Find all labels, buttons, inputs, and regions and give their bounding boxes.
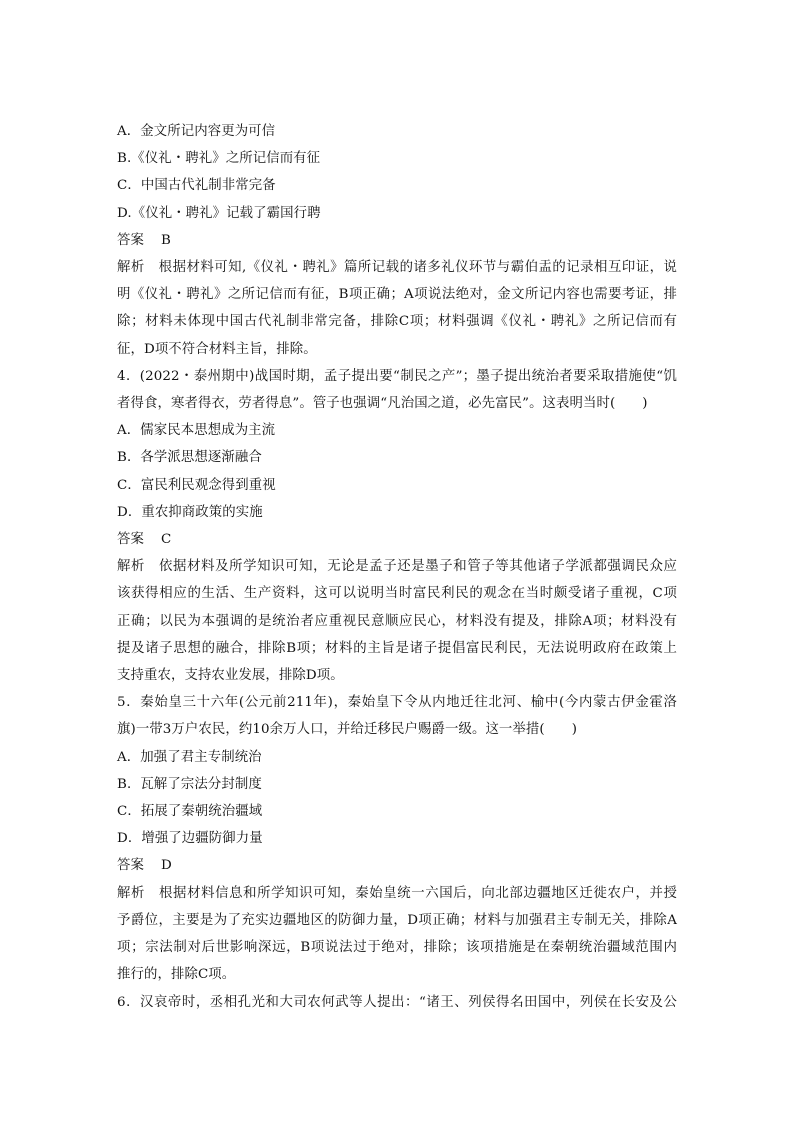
answer-label: 答案 <box>117 232 144 248</box>
answer-label: 答案 <box>117 532 144 548</box>
q4-option-b[interactable]: B．各学派思想逐渐融合 <box>117 450 262 466</box>
q3-option-b[interactable]: B.《仪礼・聘礼》之所记信而有征 <box>117 151 321 167</box>
q3-analysis-line: 明《仪礼・聘礼》之所记信而有征，B项正确；A项说法绝对，金文所记内容也需要考证，排 <box>117 287 677 303</box>
q4-analysis-line: 正确；以民为本强调的是统治者应重视民意顺应民心，材料没有提及，排除A项；材料没有 <box>117 613 677 629</box>
q5-option-a[interactable]: A．加强了君主专制统治 <box>117 749 262 765</box>
question-6 <box>117 989 677 1016</box>
q4-analysis-line: 解析 依据材料及所学知识可知，无论是孟子还是墨子和管子等其他诸子学派都强调民众应 <box>117 559 677 575</box>
q3-analysis-line: 除；材料未体现中国古代礼制非常完备，排除C项；材料强调《仪礼・聘礼》之所记信而有 <box>117 314 677 330</box>
question-3 <box>117 118 677 363</box>
q5-option-d[interactable]: D．增强了边疆防御力量 <box>117 831 263 847</box>
answer-value: C <box>161 532 172 548</box>
q3-option-a[interactable]: A．金文所记内容更为可信 <box>117 124 276 139</box>
q3-analysis-line: 征，D项不符合材料主旨，排除。 <box>117 341 317 357</box>
q4-analysis-line: 该获得相应的生活、生产资料，这可以说明当时富民利民的观念在当时颇受诸子重视，C项 <box>117 586 677 602</box>
q5-option-c[interactable]: C．拓展了秦朝统治疆域 <box>117 804 263 820</box>
q5-analysis-line: 解析 根据材料信息和所学知识可知，秦始皇统一六国后，向北部边疆地区迁徙农户，并授 <box>117 885 677 901</box>
q5-option-b[interactable]: B．瓦解了宗法分封制度 <box>117 776 262 792</box>
q4-stem-line: 4．(2022・泰州期中)战国时期，孟子提出要“制民之产”；墨子提出统治者要采取措施使“饥 <box>117 368 677 384</box>
q4-option-a[interactable]: A．儒家民本思想成为主流 <box>117 423 276 439</box>
q5-answer <box>117 852 677 879</box>
q5-stem-line: 旗)一带3万户农民，约10余万人口，并给迁移民户赐爵一级。这一举措( ) <box>117 722 578 738</box>
q3-option-d[interactable]: D.《仪礼・聘礼》记载了霸国行聘 <box>117 205 321 221</box>
q5-analysis-line: 项；宗法制对后世影响深远，B项说法过于绝对，排除；该项措施是在秦朝统治疆域范围内 <box>117 940 677 956</box>
question-4 <box>117 363 677 689</box>
answer-value: B <box>161 232 171 248</box>
q3-analysis-line: 解析 根据材料可知,《仪礼・聘礼》篇所记载的诸多礼仪环节与霸伯盂的记录相互印证，说 <box>117 260 677 276</box>
q5-analysis-line: 予爵位，主要是为了充实边疆地区的防御力量，D项正确；材料与加强君主专制无关，排除A <box>117 912 677 928</box>
q6-stem-line: 6．汉哀帝时，丞相孔光和大司农何武等人提出：“诸王、列侯得名田国中，列侯在长安及公 <box>117 994 677 1010</box>
q4-stem-line: 者得食，寒者得衣，劳者得息”。管子也强调“凡治国之道，必先富民”。这表明当时( ) <box>117 396 648 412</box>
q3-option-c[interactable]: C．中国古代礼制非常完备 <box>117 178 276 194</box>
q4-option-d[interactable]: D．重农抑商政策的实施 <box>117 504 263 520</box>
q4-analysis-line: 支持重农，支持农业发展，排除D项。 <box>117 668 344 684</box>
answer-label: 答案 <box>117 858 144 874</box>
q3-answer <box>117 227 677 254</box>
question-5 <box>117 689 677 988</box>
document-body <box>117 118 677 1016</box>
q4-option-c[interactable]: C．富民利民观念得到重视 <box>117 477 276 493</box>
answer-value: D <box>161 858 172 874</box>
q4-answer <box>117 526 677 553</box>
q5-stem-line: 5．秦始皇三十六年(公元前211年)，秦始皇下令从内地迁往北河、榆中(今内蒙古伊金霍洛 <box>117 695 677 711</box>
q4-analysis-line: 提及诸子思想的融合，排除B项；材料的主旨是诸子提倡富民利民，无法说明政府在政策上 <box>117 640 677 656</box>
q5-analysis-line: 推行的，排除C项。 <box>117 967 236 983</box>
